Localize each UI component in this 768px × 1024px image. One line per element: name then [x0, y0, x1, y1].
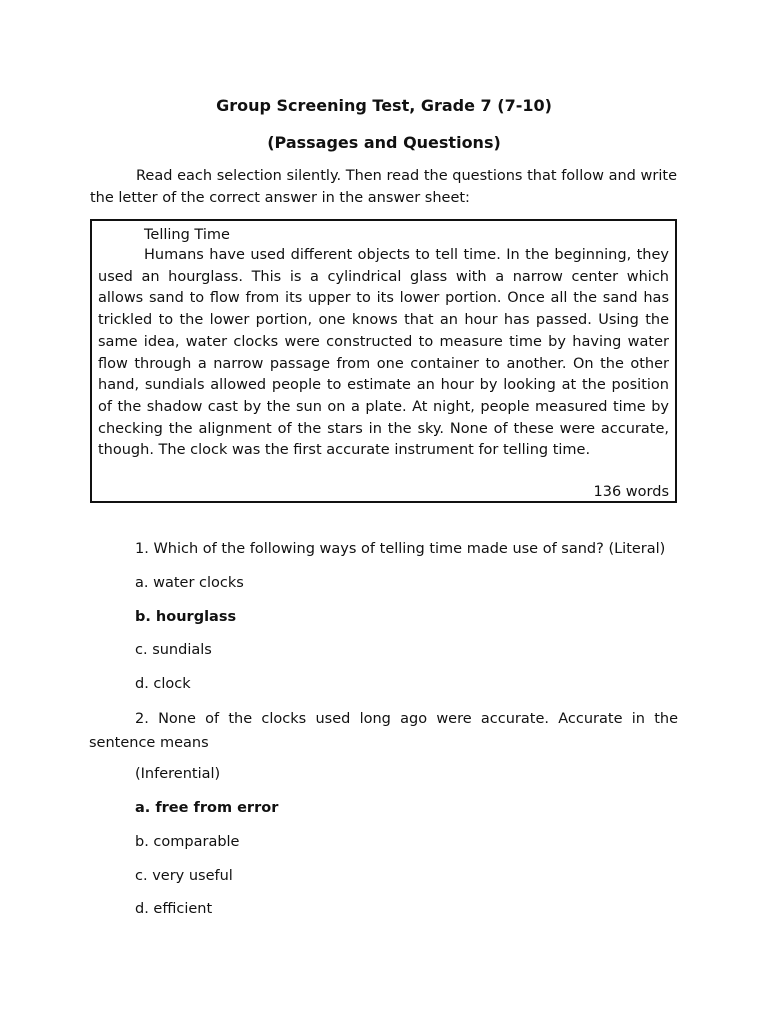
question-2-option-d: d. efficient	[135, 901, 213, 917]
word-count: 136 words	[593, 484, 669, 500]
passage-box	[90, 219, 677, 503]
question-1-option-d: d. clock	[135, 676, 191, 692]
question-2-option-b: b. comparable	[135, 834, 240, 850]
document-title: Group Screening Test, Grade 7 (7-10)	[216, 96, 552, 115]
question-2-option-a: a. free from error	[135, 800, 279, 816]
instructions-text: Read each selection silently. Then read the questions that follow and write the letter of the correct answer in the answer sheet:	[90, 168, 677, 206]
question-2-type: (Inferential)	[135, 766, 221, 782]
passage-title: Telling Time	[144, 227, 230, 243]
question-2-stem: 2. None of the clocks used long ago were accurate. Accurate in the sentence means	[89, 711, 678, 751]
question-1-option-c: c. sundials	[135, 642, 212, 658]
question-2-option-c: c. very useful	[135, 868, 233, 884]
question-1-option-b: b. hourglass	[135, 609, 237, 625]
passage-body: Humans have used different objects to tell time. In the beginning, they used an hourglass. This is a cylindrical glass with a narrow center which allows sand to flow from its upper to its lower portion. Once all the sand has trickled to the lower portion, one knows that an hour has passed. Using the same idea, water clocks were constructed to measure time by having water flow through a narrow passage from one container to another. On the other hand, sundials allowed people to estimate an hour by looking at the position of the shadow cast by the sun on a plate. At night, people measured time by checking the alignment of the stars in the sky. None of these were accurate, though. The clock was the first accurate instrument for telling time.	[98, 247, 669, 459]
question-1-option-a: a. water clocks	[135, 575, 244, 591]
document-subtitle: (Passages and Questions)	[267, 133, 501, 152]
question-1-stem: 1. Which of the following ways of telling time made use of sand? (Literal)	[135, 541, 666, 557]
